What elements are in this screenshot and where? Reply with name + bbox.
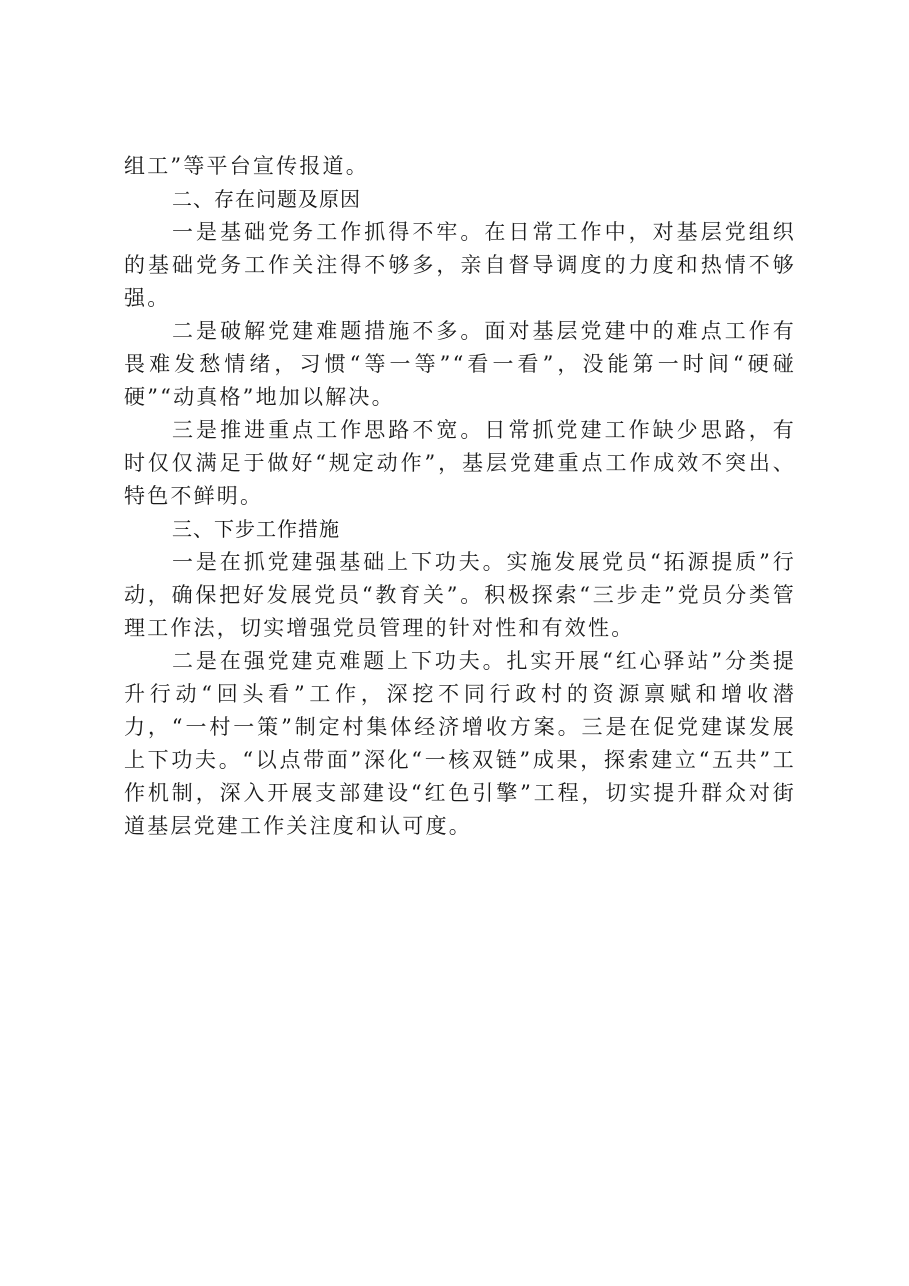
section-heading-problems: 二、存在问题及原因 [172, 187, 361, 211]
problem-paragraph-3: 三是推进重点工作思路不宽。日常抓党建工作缺少思路，有时仅仅满足于做好“规定动作”，基层党建重点工作成效不突出、特色不鲜明。 [124, 418, 796, 508]
measure-paragraph-1: 一是在抓党建强基础上下功夫。实施发展党员“拓源提质”行动，确保把好发展党员“教育关”。积极探索“三步走”党员分类管理工作法，切实增强党员管理的针对性和有效性。 [124, 550, 796, 640]
measure-paragraph-2: 二是在强党建克难题上下功夫。扎实开展“红心驿站”分类提升行动“回头看”工作，深挖不同行政村的资源禀赋和增收潜力，“一村一策”制定村集体经济增收方案。三是在促党建谋发展上下功夫。“以点带面”深化“一核双链”成果，探索建立“五共”工作机制，深入开展支部建设“红色引擎”工程，切实提升群众对街道基层党建工作关注度和认可度。 [124, 649, 796, 838]
problem-paragraph-2: 二是破解党建难题措施不多。面对基层党建中的难点工作有畏难发愁情绪，习惯“等一等”“看一看”，没能第一时间“硬碰硬”“动真格”地加以解决。 [124, 319, 796, 409]
lead-fragment-paragraph: 组工”等平台宣传报道。 [124, 154, 369, 178]
problem-paragraph-1: 一是基础党务工作抓得不牢。在日常工作中，对基层党组织的基础党务工作关注得不够多，亲自督导调度的力度和热情不够强。 [124, 220, 796, 310]
section-heading-measures: 三、下步工作措施 [172, 517, 340, 541]
document-page [124, 150, 796, 843]
